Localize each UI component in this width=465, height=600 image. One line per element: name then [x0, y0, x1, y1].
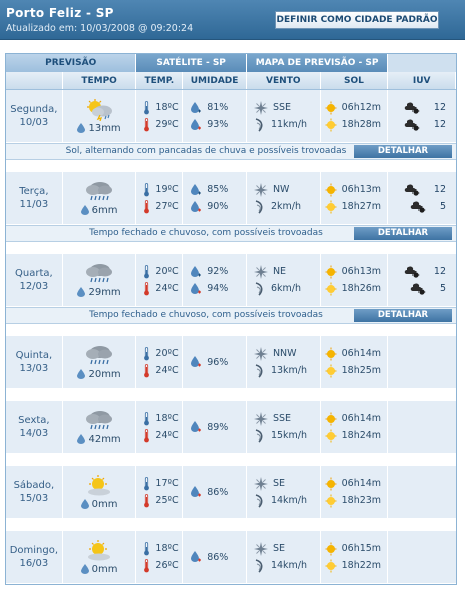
- day-date: 16/03: [19, 558, 49, 569]
- temp-max: 27ºC: [155, 201, 179, 212]
- cloud-rain-icon: [83, 410, 115, 432]
- column-temp: TEMP.: [136, 72, 183, 89]
- day-name: Terça,: [19, 186, 49, 197]
- humidity-max: 93%: [207, 119, 229, 130]
- wind-speed: 14km/h: [270, 495, 308, 506]
- day-row: [6, 172, 456, 225]
- thermometer-min-icon: [143, 265, 150, 279]
- rain-amount: [77, 287, 120, 298]
- thermometer-max-icon: [143, 364, 150, 378]
- wind-cell: [247, 172, 321, 224]
- day-date: 15/03: [19, 493, 49, 504]
- compass-icon: [254, 347, 268, 361]
- column-vento: VENTO: [247, 72, 321, 89]
- rain-drop-icon: [81, 564, 89, 574]
- day-label: [6, 90, 63, 142]
- sunset-time: 18h22m: [341, 560, 382, 571]
- wind-icon: [254, 429, 266, 443]
- sun-cell: [321, 401, 389, 453]
- wind-icon: [254, 494, 266, 508]
- sunset-time: 18h24m: [341, 430, 382, 441]
- weather-cell: [63, 254, 137, 306]
- uv-cell: [388, 401, 456, 453]
- sun-cloud-icon: [83, 540, 115, 562]
- wind-cell: [247, 90, 321, 142]
- temp-min: 19ºC: [155, 184, 179, 195]
- sunset-time: 18h28m: [341, 119, 382, 130]
- humidity-cell: [183, 90, 247, 142]
- day-name: Segunda,: [10, 104, 58, 115]
- temp-min: 17ºC: [155, 478, 179, 489]
- wind-speed: 15km/h: [270, 430, 308, 441]
- row-gap: [6, 454, 456, 466]
- day-name: Domingo,: [9, 545, 59, 556]
- humidity-min: 92%: [207, 266, 229, 277]
- temp-min: 20ºC: [155, 266, 179, 277]
- day-label: [6, 336, 63, 388]
- detail-button[interactable]: DETALHAR: [354, 145, 452, 158]
- humidity-cell: [183, 531, 247, 583]
- rain-value: 0mm: [91, 498, 118, 510]
- cloud-rain-icon: [83, 181, 115, 203]
- uv-cell: [388, 172, 456, 224]
- humidity-value: 86%: [207, 551, 229, 563]
- thermometer-max-icon: [143, 494, 150, 508]
- wind-icon: [254, 118, 266, 132]
- row-gap: [6, 389, 456, 401]
- humidity-max: 90%: [207, 201, 229, 212]
- humidity-min-icon: [190, 101, 202, 115]
- sunrise-icon: [325, 412, 337, 426]
- rain-drop-icon: [77, 287, 85, 297]
- day-label: [6, 466, 63, 518]
- wind-direction: SE: [272, 478, 285, 489]
- cloud-rain-icon: [83, 263, 115, 285]
- sun-cell: [321, 90, 389, 142]
- wind-direction: NW: [272, 184, 290, 195]
- sunset-icon: [325, 559, 337, 573]
- sunrise-time: 06h13m: [341, 184, 382, 195]
- column-tempo: TEMPO: [63, 72, 137, 89]
- temp-max: 26ºC: [155, 560, 179, 571]
- day-description-row: [6, 225, 456, 242]
- wind-cell: [247, 336, 321, 388]
- compass-icon: [254, 542, 268, 556]
- uv-index-value: 12: [433, 119, 446, 130]
- sunrise-time: 06h13m: [341, 266, 382, 277]
- rain-value: 0mm: [91, 563, 118, 575]
- thermometer-min-icon: [143, 183, 150, 197]
- day-date: 13/03: [19, 363, 49, 374]
- temperature-cell: [136, 466, 183, 518]
- uv-index-value: 5: [439, 201, 446, 212]
- humidity-icon: [190, 485, 202, 499]
- thermometer-min-icon: [143, 477, 150, 491]
- humidity-min-icon: [190, 183, 202, 197]
- wind-direction: SSE: [272, 102, 292, 113]
- rain-drop-icon: [81, 205, 89, 215]
- weather-cell: [63, 336, 137, 388]
- day-label: [6, 254, 63, 306]
- uv-cell: [388, 90, 456, 142]
- temperature-cell: [136, 336, 183, 388]
- weather-cell: [63, 466, 137, 518]
- weather-cell: [63, 531, 137, 583]
- wind-speed: 13km/h: [270, 365, 308, 376]
- uv-index-icon: [410, 283, 426, 295]
- day-row: [6, 466, 456, 519]
- cloud-rain-icon: [83, 345, 115, 367]
- day-row: [6, 336, 456, 389]
- wind-cell: [247, 531, 321, 583]
- uv-index-icon: [404, 184, 420, 196]
- rain-amount: [77, 434, 120, 445]
- sunrise-icon: [325, 265, 337, 279]
- day-date: 11/03: [19, 199, 49, 210]
- day-date: 14/03: [19, 428, 49, 439]
- wind-cell: [247, 254, 321, 306]
- sunrise-icon: [325, 183, 337, 197]
- tab-previsao[interactable]: PREVISÃO: [6, 54, 136, 72]
- day-label: [6, 401, 63, 453]
- temp-min: 18ºC: [155, 543, 179, 554]
- wind-icon: [254, 559, 266, 573]
- wind-icon: [254, 364, 266, 378]
- humidity-max-icon: [190, 118, 202, 132]
- sunrise-time: 06h15m: [341, 543, 382, 554]
- compass-icon: [254, 412, 268, 426]
- sunrise-time: 06h14m: [341, 478, 382, 489]
- wind-speed: 2km/h: [270, 201, 301, 212]
- uv-index-value: 5: [439, 283, 446, 294]
- humidity-max-icon: [190, 282, 202, 296]
- tab-satelite[interactable]: SATÉLITE - SP: [136, 54, 247, 72]
- rain-amount: [77, 123, 120, 134]
- rain-amount: [81, 499, 118, 510]
- uv-cell: [388, 466, 456, 518]
- temperature-cell: [136, 401, 183, 453]
- humidity-cell: [183, 172, 247, 224]
- thermometer-max-icon: [143, 200, 150, 214]
- wind-icon: [254, 200, 266, 214]
- sun-cell: [321, 466, 389, 518]
- thermometer-min-icon: [143, 412, 150, 426]
- thermometer-min-icon: [143, 347, 150, 361]
- humidity-cell: [183, 401, 247, 453]
- row-gap: [6, 242, 456, 254]
- sun-cell: [321, 531, 389, 583]
- day-description-row: [6, 143, 456, 160]
- compass-icon: [254, 101, 268, 115]
- rain-amount: [77, 369, 120, 380]
- humidity-icon: [190, 550, 202, 564]
- detail-button[interactable]: DETALHAR: [354, 309, 452, 322]
- sunrise-icon: [325, 477, 337, 491]
- day-name: Quarta,: [15, 268, 53, 279]
- day-row: [6, 531, 456, 584]
- day-row: [6, 254, 456, 307]
- day-date: 12/03: [19, 281, 49, 292]
- uv-index-icon: [404, 119, 420, 131]
- day-row: [6, 401, 456, 454]
- day-name: Sábado,: [13, 480, 55, 491]
- uv-index-value: 12: [433, 184, 446, 195]
- temperature-cell: [136, 254, 183, 306]
- sunrise-time: 06h14m: [341, 348, 382, 359]
- day-label: [6, 531, 63, 583]
- temp-min: 18ºC: [155, 413, 179, 424]
- uv-index-value: 12: [433, 102, 446, 113]
- uv-index-value: 12: [433, 266, 446, 277]
- thermometer-max-icon: [143, 429, 150, 443]
- day-date: 10/03: [19, 117, 49, 128]
- sunset-icon: [325, 200, 337, 214]
- sun-cell: [321, 254, 389, 306]
- weather-cell: [63, 401, 137, 453]
- humidity-icon: [190, 355, 202, 369]
- sun-cloud-icon: [83, 475, 115, 497]
- humidity-max-icon: [190, 200, 202, 214]
- rain-value: 42mm: [88, 433, 121, 445]
- day-description: Tempo fechado e chuvoso, com possíveis trovoadas: [89, 228, 323, 238]
- rain-amount: [81, 205, 118, 216]
- rain-value: 6mm: [91, 204, 118, 216]
- sunset-icon: [325, 282, 337, 296]
- sunrise-icon: [325, 347, 337, 361]
- humidity-min-icon: [190, 265, 202, 279]
- sunrise-time: 06h14m: [341, 413, 382, 424]
- thermometer-max-icon: [143, 559, 150, 573]
- day-description-row: [6, 307, 456, 324]
- day-description: Sol, alternando com pancadas de chuva e possíveis trovoadas: [65, 146, 347, 156]
- column-umidade: UMIDADE: [183, 72, 247, 89]
- day-row: [6, 90, 456, 143]
- sun-cell: [321, 172, 389, 224]
- temp-min: 18ºC: [155, 102, 179, 113]
- rain-value: 20mm: [88, 368, 121, 380]
- humidity-value: 86%: [207, 486, 229, 498]
- humidity-min: 85%: [207, 184, 229, 195]
- uv-cell: [388, 254, 456, 306]
- uv-cell: [388, 531, 456, 583]
- wind-direction: NE: [272, 266, 287, 277]
- sunset-icon: [325, 118, 337, 132]
- page-header: [0, 0, 465, 40]
- updated-timestamp: Atualizado em: 10/03/2008 @ 09:20:24: [6, 23, 194, 34]
- sunset-time: 18h23m: [341, 495, 382, 506]
- humidity-cell: [183, 466, 247, 518]
- rain-drop-icon: [77, 123, 85, 133]
- sunset-icon: [325, 364, 337, 378]
- set-default-city-button[interactable]: DEFINIR COMO CIDADE PADRÃO: [275, 11, 439, 29]
- uv-index-icon: [404, 102, 420, 114]
- temperature-cell: [136, 90, 183, 142]
- temp-max: 25ºC: [155, 495, 179, 506]
- thermometer-max-icon: [143, 118, 150, 132]
- rain-amount: [81, 564, 118, 575]
- rain-drop-icon: [77, 369, 85, 379]
- row-gap: [6, 324, 456, 336]
- wind-cell: [247, 401, 321, 453]
- wind-direction: SE: [272, 543, 285, 554]
- detail-button[interactable]: DETALHAR: [354, 227, 452, 240]
- column-day: [6, 72, 63, 89]
- thermometer-max-icon: [143, 282, 150, 296]
- humidity-icon: [190, 420, 202, 434]
- row-gap: [6, 160, 456, 172]
- wind-icon: [254, 282, 266, 296]
- rain-drop-icon: [77, 434, 85, 444]
- temp-max: 29ºC: [155, 119, 179, 130]
- wind-speed: 6km/h: [270, 283, 301, 294]
- sun-cell: [321, 336, 389, 388]
- weather-cell: [63, 172, 137, 224]
- sunset-icon: [325, 429, 337, 443]
- compass-icon: [254, 265, 268, 279]
- humidity-cell: [183, 254, 247, 306]
- column-header-row: [6, 72, 456, 90]
- humidity-max: 94%: [207, 283, 229, 294]
- sunset-time: 18h26m: [341, 283, 382, 294]
- column-sol: SOL: [321, 72, 389, 89]
- sunset-time: 18h25m: [341, 365, 382, 376]
- uv-index-icon: [404, 266, 420, 278]
- sunrise-icon: [325, 542, 337, 556]
- rain-drop-icon: [81, 499, 89, 509]
- compass-icon: [254, 183, 268, 197]
- sun-cloud-storm-icon: [83, 99, 115, 121]
- column-iuv: IUV: [388, 72, 456, 89]
- wind-speed: 11km/h: [270, 119, 308, 130]
- day-description: Tempo fechado e chuvoso, com possíveis trovoadas: [89, 310, 323, 320]
- uv-index-icon: [410, 201, 426, 213]
- temp-min: 20ºC: [155, 348, 179, 359]
- weather-cell: [63, 90, 137, 142]
- temp-max: 24ºC: [155, 283, 179, 294]
- sunset-icon: [325, 494, 337, 508]
- temp-max: 24ºC: [155, 430, 179, 441]
- thermometer-min-icon: [143, 101, 150, 115]
- humidity-value: 96%: [207, 356, 229, 368]
- group-header-empty: [388, 54, 456, 72]
- sunrise-icon: [325, 101, 337, 115]
- city-title: Porto Feliz - SP: [6, 6, 114, 20]
- humidity-value: 89%: [207, 421, 229, 433]
- temp-max: 24ºC: [155, 365, 179, 376]
- rain-value: 29mm: [88, 286, 121, 298]
- wind-direction: SSE: [272, 413, 292, 424]
- row-gap: [6, 519, 456, 531]
- wind-direction: NNW: [272, 348, 297, 359]
- wind-speed: 14km/h: [270, 560, 308, 571]
- day-label: [6, 172, 63, 224]
- day-name: Sexta,: [18, 415, 50, 426]
- thermometer-min-icon: [143, 542, 150, 556]
- temperature-cell: [136, 531, 183, 583]
- rain-value: 13mm: [88, 122, 121, 134]
- temperature-cell: [136, 172, 183, 224]
- day-name: Quinta,: [15, 350, 53, 361]
- forecast-table: [5, 53, 457, 585]
- uv-cell: [388, 336, 456, 388]
- compass-icon: [254, 477, 268, 491]
- sunset-time: 18h27m: [341, 201, 382, 212]
- tab-mapa-previsao[interactable]: MAPA DE PREVISÃO - SP: [247, 54, 388, 72]
- wind-cell: [247, 466, 321, 518]
- group-header-row: [6, 54, 456, 72]
- humidity-cell: [183, 336, 247, 388]
- sunrise-time: 06h12m: [341, 102, 382, 113]
- humidity-min: 81%: [207, 102, 229, 113]
